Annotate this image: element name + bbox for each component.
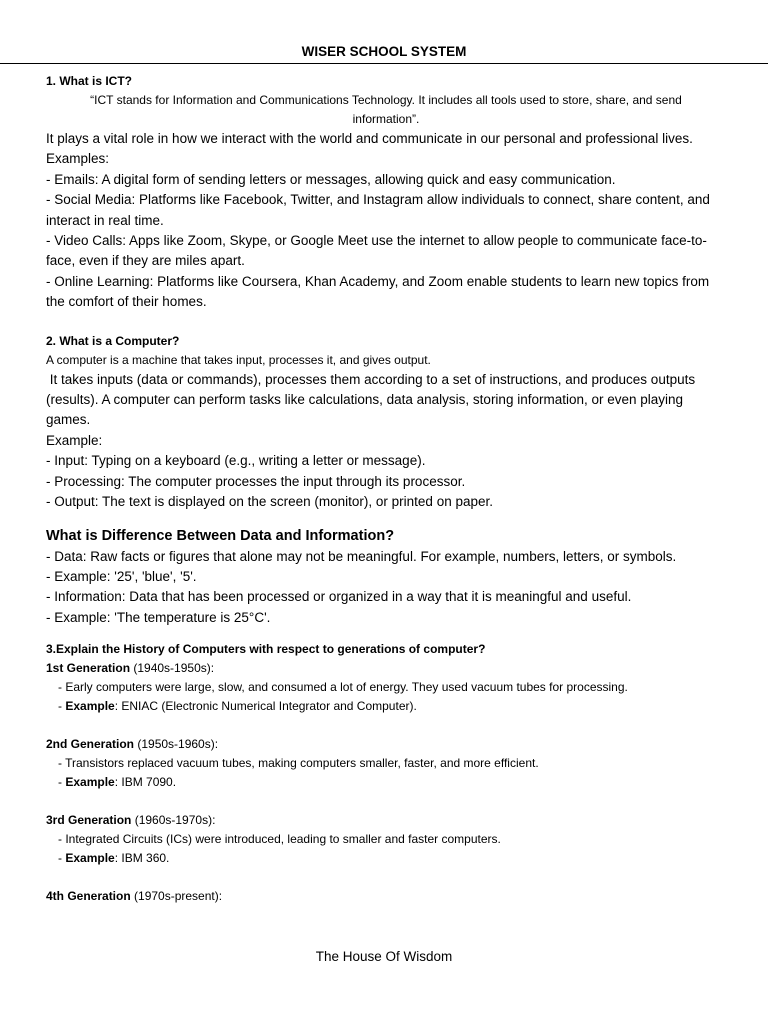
example-label: Example xyxy=(65,775,115,790)
ict-example-item: - Emails: A digital form of sending letters or messages, allowing quick and easy communication. xyxy=(46,171,616,187)
ict-paragraph: It plays a vital role in how we interact with the world and communicate in our personal and professional lives. xyxy=(46,131,693,146)
computer-intro: A computer is a machine that takes input, processes it, and gives output. xyxy=(46,352,431,367)
section-heading-data-information: What is Difference Between Data and Information? xyxy=(46,527,395,544)
generation-title: 4th Generation xyxy=(46,889,131,904)
data-info-line: - Information: Data that has been processed or organized in a way that it is meaningful and useful. xyxy=(46,589,632,605)
ict-definition-quote: “ICT stands for Information and Communications Technology. It includes all tools used to store, share, and send information”. xyxy=(90,93,682,126)
example-label: Example xyxy=(65,699,115,714)
generation-period: (1940s-1950s): xyxy=(130,661,215,676)
section-heading-history: 3.Explain the History of Computers with respect to generations of computer? xyxy=(46,642,486,657)
example-prefix: - xyxy=(58,775,66,790)
generation-heading xyxy=(46,659,726,678)
computer-example-item: - Processing: The computer processes the input through its processor. xyxy=(46,473,466,489)
generation-heading xyxy=(46,887,726,906)
computer-example-item: - Output: The text is displayed on the screen (monitor), or printed on paper. xyxy=(46,494,493,510)
document-body xyxy=(46,72,726,906)
example-value: : IBM 7090. xyxy=(114,775,177,790)
section-heading-ict: 1. What is ICT? xyxy=(46,74,133,88)
computer-example-item: - Input: Typing on a keyboard (e.g., writing a letter or message). xyxy=(46,453,426,469)
generation-description: - Transistors replaced vacuum tubes, making computers smaller, faster, and more efficient. xyxy=(58,756,539,771)
generation-period: (1950s-1960s): xyxy=(134,737,219,752)
generation-heading xyxy=(46,811,726,830)
page-header-title: WISER SCHOOL SYSTEM xyxy=(301,44,467,59)
generation-heading xyxy=(46,735,726,754)
generation-title: 3rd Generation xyxy=(46,813,132,828)
example-value: : ENIAC (Electronic Numerical Integrator and Computer). xyxy=(114,699,417,714)
ict-example-item: - Online Learning: Platforms like Coursera, Khan Academy, and Zoom enable students to learn new topics from the comfort of their homes. xyxy=(46,273,710,310)
generation-description: - Early computers were large, slow, and consumed a lot of energy. They used vacuum tubes for processing. xyxy=(58,680,628,695)
data-info-line: - Example: 'The temperature is 25°C'. xyxy=(46,609,271,625)
ict-example-item: - Social Media: Platforms like Facebook, Twitter, and Instagram allow individuals to connect, share content, and interact in real time. xyxy=(46,192,710,228)
example-label: Example xyxy=(65,851,115,866)
data-info-line: - Data: Raw facts or figures that alone may not be meaningful. For example, numbers, letters, or symbols. xyxy=(46,548,677,564)
example-prefix: - xyxy=(58,699,66,714)
header-divider xyxy=(0,63,768,64)
data-info-line: - Example: '25', 'blue', '5'. xyxy=(46,568,197,584)
computer-example-label: Example: xyxy=(46,432,103,448)
section-heading-computer: 2. What is a Computer? xyxy=(46,333,180,348)
generation-title: 1st Generation xyxy=(46,661,131,676)
generation-example xyxy=(46,773,726,792)
ict-example-item: - Video Calls: Apps like Zoom, Skype, or Google Meet use the internet to allow people to communicate face-to-face, even if they are miles apart. xyxy=(46,233,707,269)
computer-paragraph: It takes inputs (data or commands), processes them according to a set of instructions, and produces outputs (results). A computer can perform tasks like calculations, data analysis, storing information, or even playing games. xyxy=(46,371,699,428)
generation-period: (1960s-1970s): xyxy=(131,813,216,828)
page-footer: The House Of Wisdom xyxy=(315,949,453,964)
generation-example xyxy=(46,849,726,868)
generation-description: - Integrated Circuits (ICs) were introduced, leading to smaller and faster computers. xyxy=(58,832,501,847)
example-value: : IBM 360. xyxy=(114,851,170,866)
generation-period: (1970s-present): xyxy=(130,889,223,904)
generation-title: 2nd Generation xyxy=(46,737,135,752)
generation-example xyxy=(46,697,726,716)
example-prefix: - xyxy=(58,851,66,866)
ict-examples-label: Examples: xyxy=(46,151,110,167)
